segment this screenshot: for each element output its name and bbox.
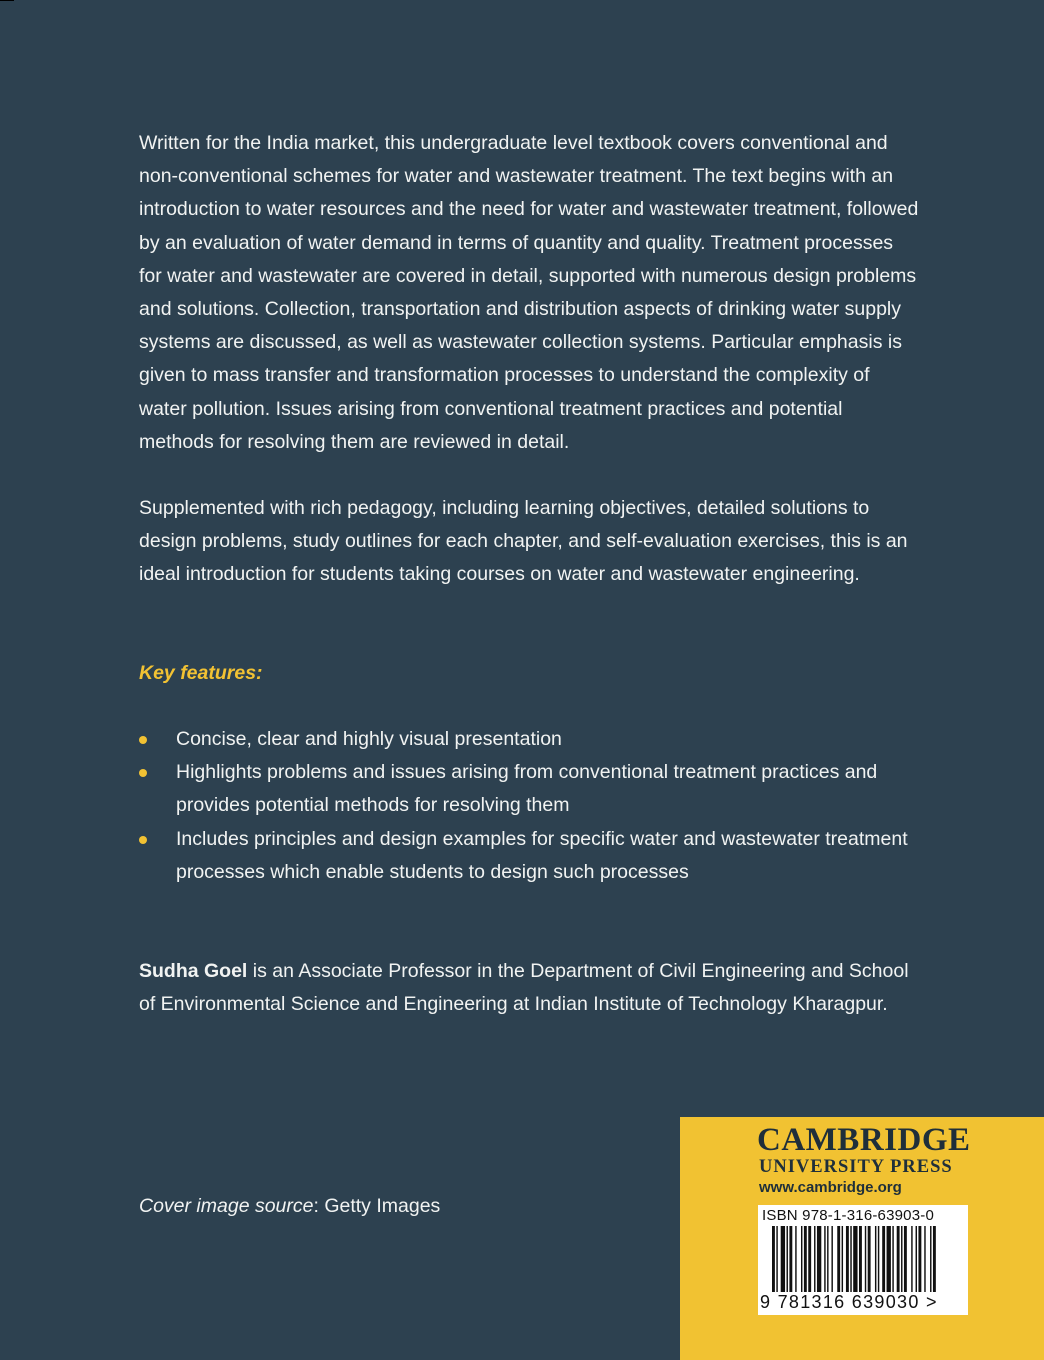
barcode-bar [850, 1226, 851, 1292]
barcode-bar [846, 1226, 849, 1292]
barcode-bar [887, 1226, 891, 1292]
list-item [139, 756, 919, 822]
key-features-list [139, 723, 919, 889]
barcode-bar [824, 1226, 825, 1292]
barcode-bar [868, 1226, 871, 1292]
barcode-bar [933, 1226, 936, 1292]
barcode-bar [918, 1226, 921, 1292]
barcode-bar [804, 1226, 807, 1292]
barcode-bar [853, 1226, 857, 1292]
bullet-dot-icon [139, 736, 147, 744]
isbn-number: ISBN 978-1-316-63903-0 [762, 1207, 935, 1224]
credit-value: : Getty Images [313, 1195, 441, 1217]
barcode-bar [930, 1226, 931, 1292]
barcode-bar [897, 1226, 900, 1292]
barcode-bar [776, 1226, 777, 1292]
barcode-bar [795, 1226, 796, 1292]
barcode-bar [842, 1226, 843, 1292]
barcode-bar [772, 1226, 775, 1292]
barcode-bar [801, 1226, 802, 1292]
cover-image-credit [139, 1190, 440, 1223]
barcode-bar [817, 1226, 821, 1292]
barcode-bar [901, 1226, 902, 1292]
barcode-bar [808, 1226, 811, 1292]
bullet-dot-icon [139, 769, 147, 777]
publisher-url[interactable]: www.cambridge.org [759, 1179, 902, 1196]
barcode-bar [904, 1226, 907, 1292]
barcode-bar [875, 1226, 876, 1292]
description-paragraph-1: Written for the India market, this undergraduate level textbook covers conventional and non-conventional schemes for water and wastewater treatment. The text begins with an introduction to water resources and the need for water and wastewater treatment, followed by an evaluation of water demand in terms of quantity and quality. Treatment processes for water and wastewater are covered in detail, supported with numerous design problems and solutions. Collection, transportation and distribution aspects of drinking water supply systems are discussed, as well as wastewater collection systems. Particular emphasis is given to mass transfer and transformation processes to understand the complexity of water pollution. Issues arising from conventional treatment practices and potential methods for resolving them are reviewed in detail. [139, 132, 919, 453]
publisher-name: CAMBRIDGE [757, 1122, 971, 1158]
barcode-bar [865, 1226, 866, 1292]
barcode-bar [787, 1226, 788, 1292]
author-bio [139, 955, 929, 1021]
feature-text: Concise, clear and highly visual presentation [176, 728, 562, 750]
author-name: Sudha Goel [139, 960, 248, 982]
barcode-bars [758, 1226, 968, 1294]
barcode-bar [882, 1226, 885, 1292]
crop-mark [0, 0, 14, 1]
barcode-bar [859, 1226, 862, 1292]
barcode-bar [827, 1226, 828, 1292]
list-item [139, 723, 919, 756]
publisher-box [680, 1117, 1044, 1360]
book-description [139, 127, 919, 592]
barcode [758, 1205, 968, 1315]
barcode-bar [814, 1226, 815, 1292]
barcode-digits: 9 781316 639030 > [760, 1292, 938, 1312]
barcode-bar [916, 1226, 917, 1292]
description-paragraph-2: Supplemented with rich pedagogy, including learning objectives, detailed solutions to design problems, study outlines for each chapter, and self-evaluation exercises, this is an ideal introduction for students taking courses on water and wastewater engineering. [139, 497, 908, 586]
barcode-bar [911, 1226, 912, 1292]
key-features-heading: Key features: [139, 662, 263, 684]
barcode-bar [781, 1226, 785, 1292]
author-bio-text: is an Associate Professor in the Department of Civil Engineering and School of Environmental Science and Engineering at Indian Institute of Technology Kharagpur. [139, 960, 909, 1016]
barcode-bar [878, 1226, 879, 1292]
publisher-subtitle: UNIVERSITY PRESS [759, 1157, 953, 1177]
credit-label: Cover image source [139, 1195, 314, 1217]
bullet-dot-icon [139, 836, 147, 844]
list-item [139, 823, 919, 889]
barcode-bar [924, 1226, 925, 1292]
barcode-bar [831, 1226, 832, 1292]
feature-text: Highlights problems and issues arising from conventional treatment practices and provides potential methods for resolving them [176, 761, 878, 817]
feature-text: Includes principles and design examples for specific water and wastewater treatment processes which enable students to design such processes [176, 827, 908, 883]
barcode-bar [892, 1226, 893, 1292]
barcode-bar [789, 1226, 792, 1292]
barcode-bar [837, 1226, 840, 1292]
